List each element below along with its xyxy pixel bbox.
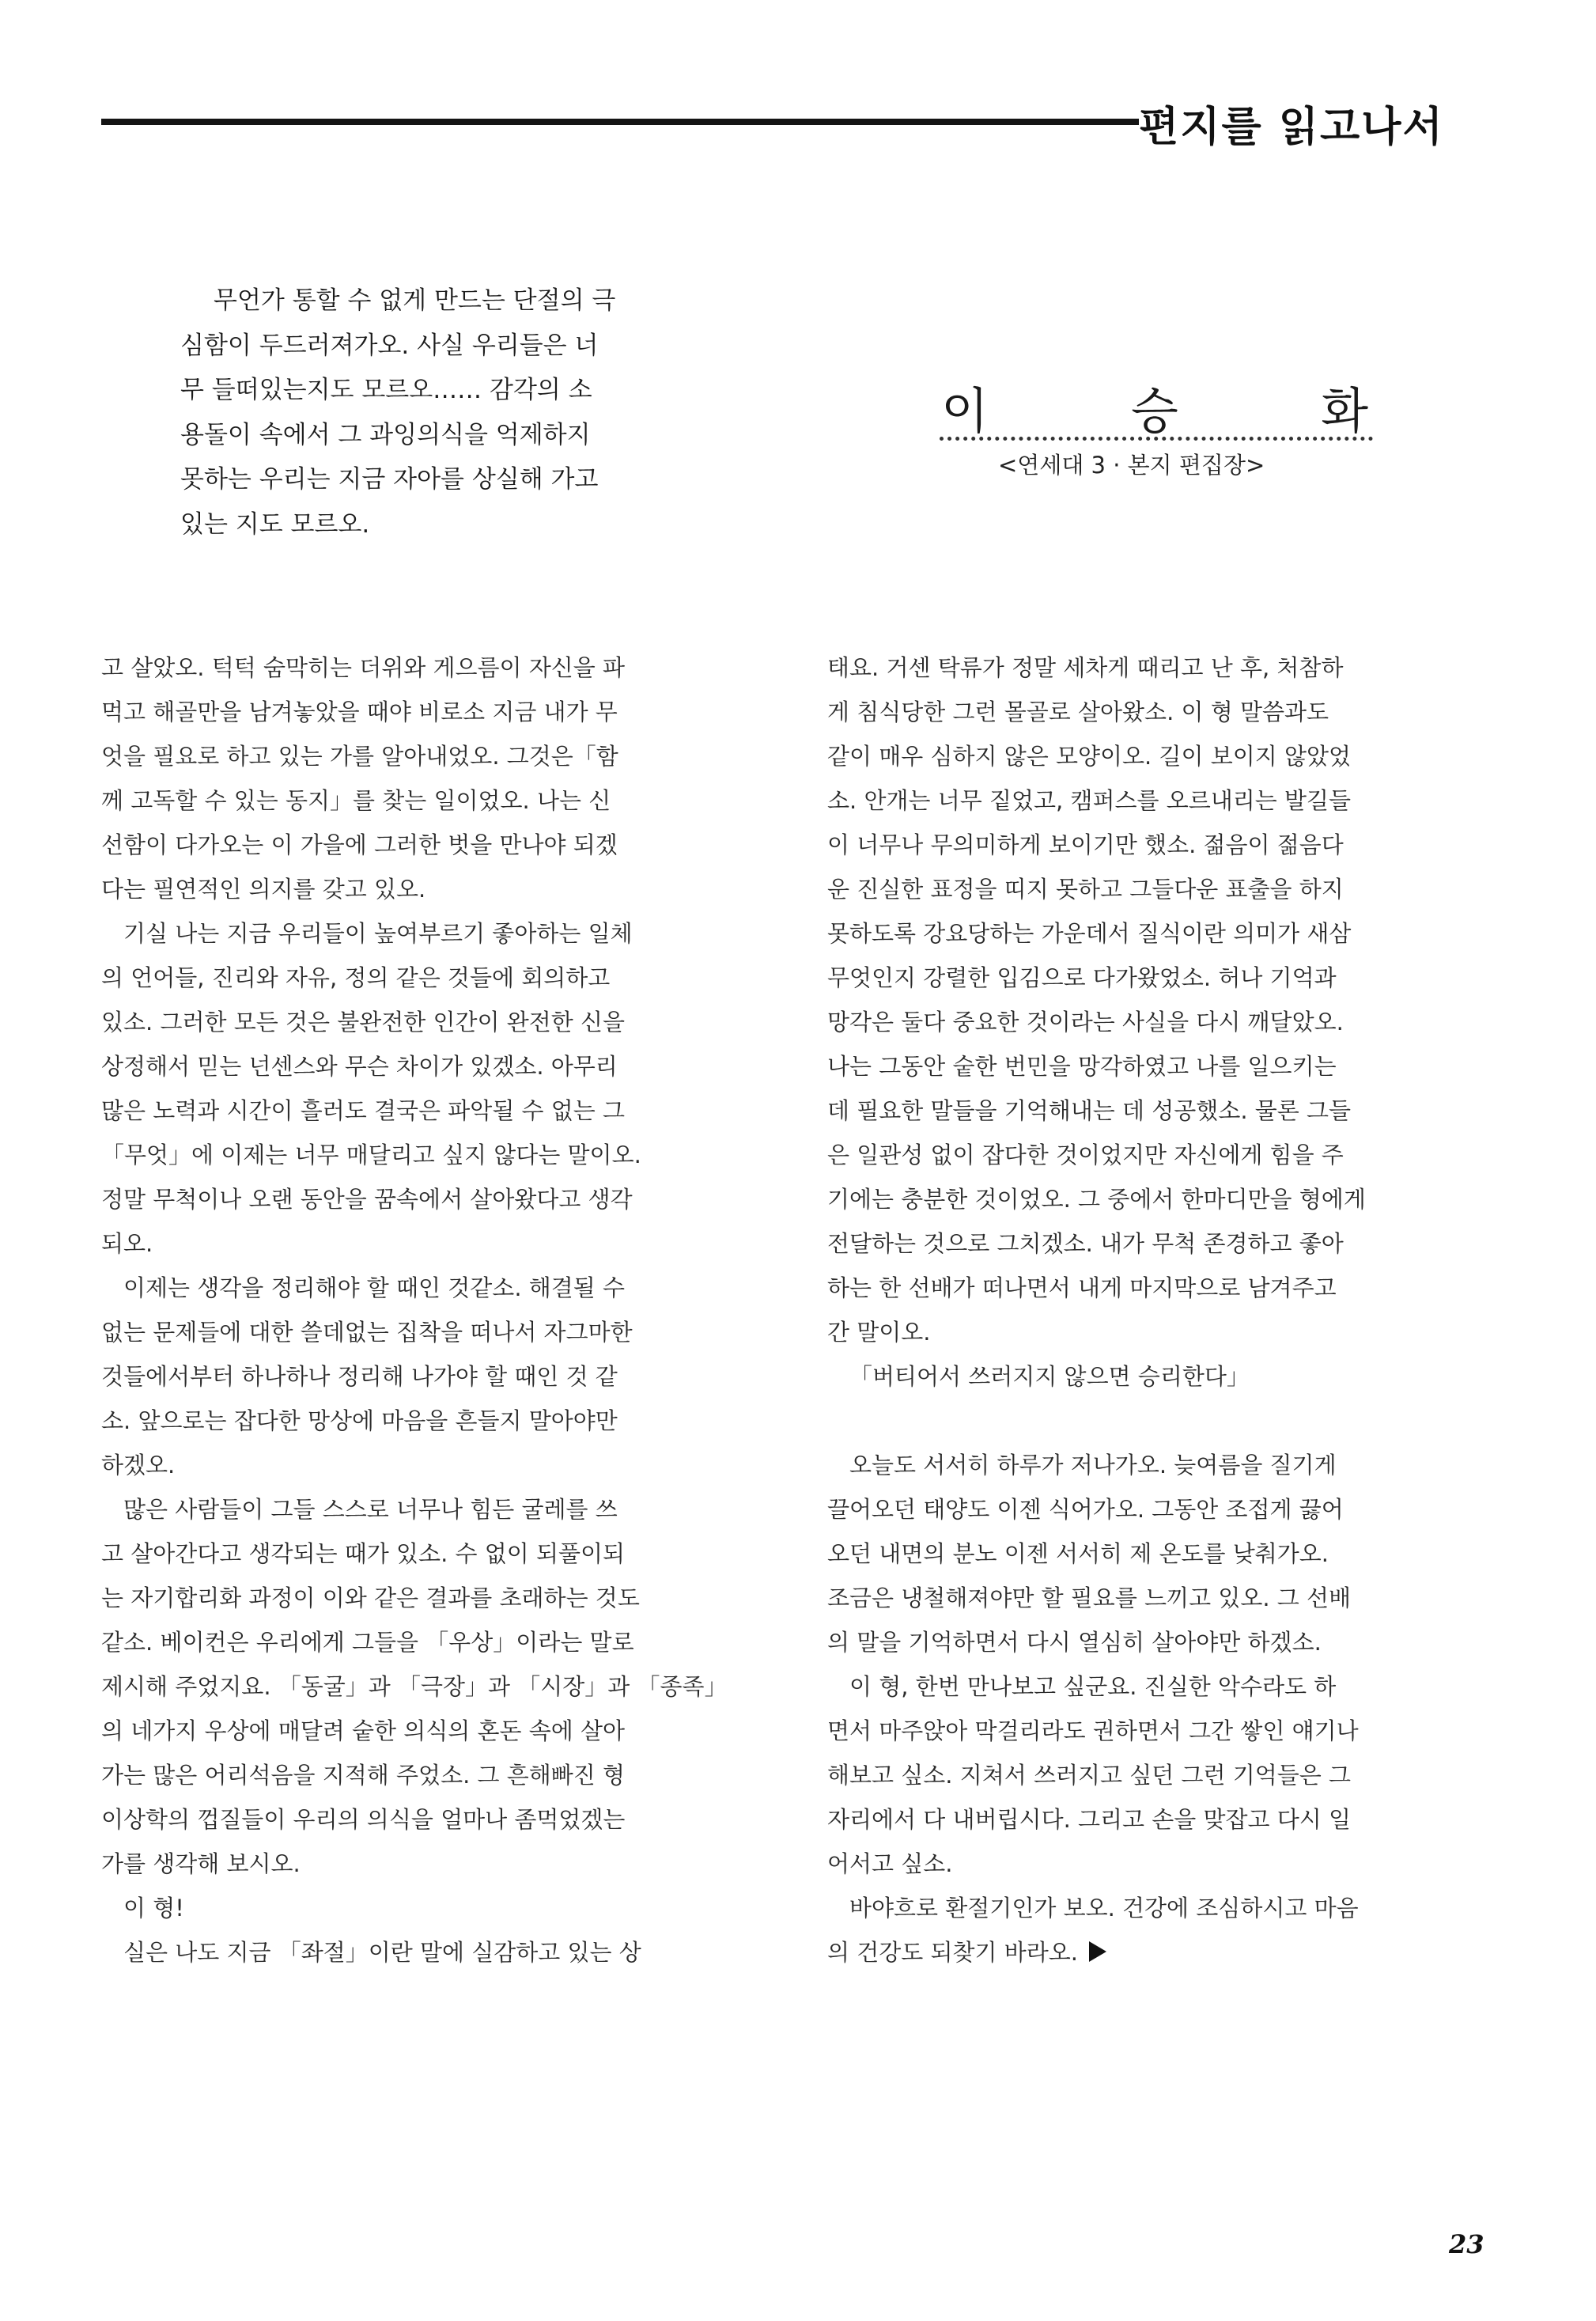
- body-text-line: 정말 무척이나 오랜 동안을 꿈속에서 살아왔다고 생각: [101, 1186, 633, 1213]
- body-text-line: 상정해서 믿는 넌센스와 무슨 차이가 있겠소. 아무리: [101, 1053, 618, 1080]
- body-text-line: 간 말이오.: [827, 1319, 931, 1346]
- author-dotted-rule: [940, 437, 1373, 441]
- body-text-line: 하겠오.: [101, 1452, 176, 1479]
- body-text-line: 제시해 주었지요. 「동굴」과 「극장」과 「시장」과 「종족」: [101, 1673, 728, 1700]
- body-text-line: 의 네가지 우상에 매달려 숱한 의식의 혼돈 속에 살아: [101, 1717, 626, 1744]
- body-text-line: 의 언어들, 진리와 자유, 정의 같은 것들에 회의하고: [101, 964, 611, 991]
- body-text-line: 먹고 해골만을 남겨놓았을 때야 비로소 지금 내가 무: [101, 699, 618, 725]
- body-text-line: 가는 많은 어리석음을 지적해 주었소. 그 흔해빠진 형: [101, 1762, 626, 1789]
- section-title: 편지를 읽고나서: [1139, 104, 1444, 151]
- body-text-line: 오늘도 서서히 하루가 저나가오. 늦여름을 질기게: [849, 1452, 1337, 1479]
- right-column: [827, 646, 1501, 1975]
- body-text-line: 가를 생각해 보시오.: [101, 1850, 301, 1877]
- body-text-line: 이 형, 한번 만나보고 싶군요. 진실한 악수라도 하: [849, 1673, 1337, 1700]
- body-text-line: 께 고독할 수 있는 동지」를 찾는 일이었오. 나는 신: [101, 787, 611, 814]
- body-text-line: 오던 내면의 분노 이젠 서서히 제 온도를 낮춰가오.: [827, 1540, 1329, 1567]
- body-text-line: 엇을 필요로 하고 있는 가를 알아내었오. 그것은「함: [101, 743, 618, 770]
- body-text-line: 많은 노력과 시간이 흘러도 결국은 파악될 수 없는 그: [101, 1097, 626, 1124]
- author-name-char: 승: [1131, 382, 1178, 440]
- author-name-char: 이: [941, 382, 989, 440]
- pull-quote-line: 심함이 두드러져가오. 사실 우리들은 너: [180, 331, 599, 360]
- body-text-line: 조금은 냉철해져야만 할 필요를 느끼고 있오. 그 선배: [827, 1585, 1352, 1611]
- body-text-line: 없는 문제들에 대한 쓸데없는 집착을 떠나서 자그마한: [101, 1319, 633, 1346]
- body-text-line: 다는 필연적인 의지를 갖고 있오.: [101, 876, 426, 903]
- body-text-line: 의 건강도 되찾기 바라오.: [827, 1930, 1501, 1975]
- body-text-line: 소. 안개는 너무 짙었고, 캠퍼스를 오르내리는 발길들: [827, 787, 1352, 814]
- pull-quote-line: 무언가 통할 수 없게 만드는 단절의 극: [214, 286, 616, 315]
- body-text-line: 기에는 충분한 것이었오. 그 중에서 한마디만을 형에게: [827, 1186, 1366, 1213]
- author-name-char: 화: [1321, 382, 1368, 440]
- body-text-line: 「버티어서 쓰러지지 않으면 승리한다」: [849, 1363, 1250, 1390]
- body-text-line: 은 일관성 없이 잡다한 것이었지만 자신에게 힘을 주: [827, 1142, 1344, 1168]
- body-text-line: 소. 앞으로는 잡다한 망상에 마음을 흔들지 말아야만: [101, 1407, 618, 1434]
- body-text-line: 것들에서부터 하나하나 정리해 나가야 할 때인 것 같: [101, 1363, 618, 1390]
- body-text-line: 선함이 다가오는 이 가을에 그러한 벗을 만나야 되겠: [101, 831, 618, 858]
- body-text-line: 고 살아간다고 생각되는 때가 있소. 수 없이 되풀이되: [101, 1540, 626, 1567]
- body-text-line: 이 형!: [123, 1895, 184, 1922]
- body-text-line: 못하도록 강요당하는 가운데서 질식이란 의미가 새삼: [827, 920, 1352, 947]
- body-text-line: 바야흐로 환절기인가 보오. 건강에 조심하시고 마음: [849, 1895, 1359, 1922]
- body-text-line: 나는 그동안 숱한 번민을 망각하였고 나를 일으키는: [827, 1053, 1337, 1080]
- author-name: [941, 372, 1368, 442]
- body-text-line: 데 필요한 말들을 기억해내는 데 성공했소. 물론 그들: [827, 1097, 1352, 1124]
- left-column: [101, 646, 775, 1975]
- body-text-line: 는 자기합리화 과정이 이와 같은 결과를 초래하는 것도: [101, 1585, 640, 1611]
- body-text-line: 망각은 둘다 중요한 것이라는 사실을 다시 깨달았오.: [827, 1009, 1344, 1036]
- pull-quote-line: 있는 지도 모르오.: [180, 509, 370, 539]
- pull-quote: [180, 278, 702, 547]
- body-text-line: 어서고 싶소.: [827, 1850, 953, 1877]
- end-arrow-icon: [1089, 1941, 1106, 1962]
- body-text-line: 같소. 베이컨은 우리에게 그들을 「우상」이라는 말로: [101, 1629, 634, 1656]
- pull-quote-line: 무 들떠있는지도 모르오…… 감각의 소: [180, 376, 592, 404]
- body-text-line: 무엇인지 강렬한 입김으로 다가왔었소. 허나 기억과: [827, 964, 1337, 991]
- body-text-line: 면서 마주앉아 막걸리라도 권하면서 그간 쌓인 얘기나: [827, 1717, 1359, 1744]
- body-text-line: 「무엇」에 이제는 너무 매달리고 싶지 않다는 말이오.: [101, 1142, 641, 1168]
- body-text-line: 많은 사람들이 그들 스스로 너무나 힘든 굴레를 쓰: [123, 1496, 618, 1523]
- body-text-line: 있소. 그러한 모든 것은 불완전한 인간이 완전한 신을: [101, 1009, 626, 1036]
- body-text-line: 끌어오던 태양도 이젠 식어가오. 그동안 조접게 끓어: [827, 1496, 1344, 1523]
- body-text-line: 실은 나도 지금 「좌절」이란 말에 실감하고 있는 상: [123, 1939, 641, 1966]
- body-text-line: 전달하는 것으로 그치겠소. 내가 무척 존경하고 좋아: [827, 1230, 1344, 1257]
- body-text-line: 자리에서 다 내버립시다. 그리고 손을 맞잡고 다시 일: [827, 1806, 1352, 1833]
- body-text-line: 태요. 거센 탁류가 정말 세차게 때리고 난 후, 처참하: [827, 654, 1344, 681]
- body-text-line: 이 너무나 무의미하게 보이기만 했소. 젊음이 젊음다: [827, 831, 1344, 858]
- body-text-line: 게 침식당한 그런 몰골로 살아왔소. 이 형 말씀과도: [827, 699, 1329, 725]
- body-text-line: 이상학의 껍질들이 우리의 의식을 얼마나 좀먹었겠는: [101, 1806, 626, 1833]
- body-text-line: 운 진실한 표정을 띠지 못하고 그들다운 표출을 하지: [827, 876, 1344, 903]
- body-text-line: 이제는 생각을 정리해야 할 때인 것같소. 해결될 수: [123, 1274, 626, 1301]
- body-text-line: 의 말을 기억하면서 다시 열심히 살아야만 하겠소.: [827, 1629, 1322, 1656]
- header-rule: [101, 119, 1139, 125]
- body-text-line: 고 살았오. 턱턱 숨막히는 더위와 게으름이 자신을 파: [101, 654, 626, 681]
- body-text-line: 하는 한 선배가 떠나면서 내게 마지막으로 남겨주고: [827, 1274, 1337, 1301]
- author-affiliation: <연세대 3 · 본지 편집장>: [998, 452, 1265, 479]
- body-text-line: 해보고 싶소. 지쳐서 쓰러지고 싶던 그런 기억들은 그: [827, 1762, 1352, 1789]
- body-text-line: 되오.: [101, 1230, 153, 1257]
- pull-quote-line: 용돌이 속에서 그 과잉의식을 억제하지: [180, 420, 591, 449]
- body-text-line: [827, 1399, 1501, 1443]
- pull-quote-line: 못하는 우리는 지금 자아를 상실해 가고: [180, 465, 599, 494]
- page-number: 23: [1449, 2229, 1484, 2259]
- body-text-line: 같이 매우 심하지 않은 모양이오. 길이 보이지 않았었: [827, 743, 1352, 770]
- body-text-line: 기실 나는 지금 우리들이 높여부르기 좋아하는 일체: [123, 920, 633, 947]
